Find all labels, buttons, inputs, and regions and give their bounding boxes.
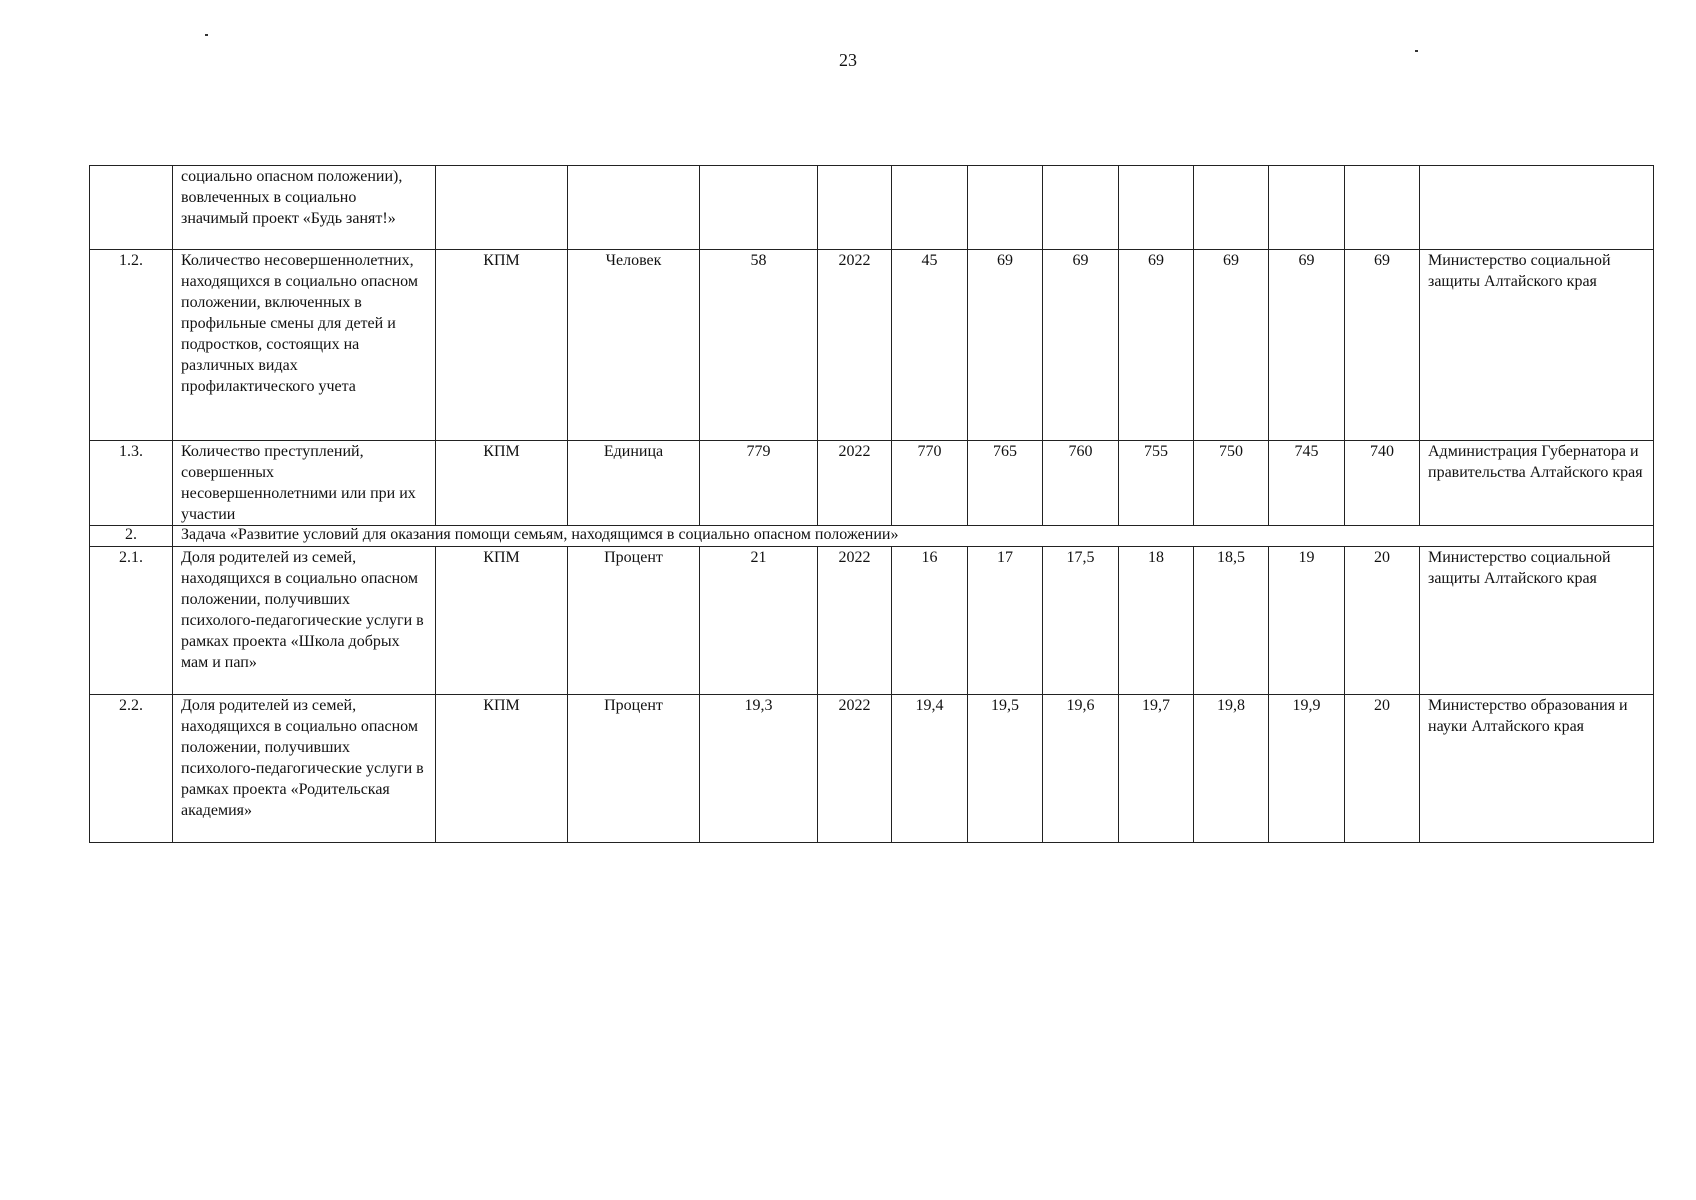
year-value: 755 (1119, 441, 1194, 526)
task-row (90, 526, 1654, 547)
responsible: Министерство социальной защиты Алтайского края (1420, 547, 1654, 695)
table-row (90, 166, 1654, 250)
indicator-type: КПМ (436, 695, 568, 843)
row-number: 1.3. (90, 441, 173, 526)
year-value: 16 (892, 547, 968, 695)
year-value (1194, 166, 1269, 250)
base-year: 2022 (818, 547, 892, 695)
row-number: 2.1. (90, 547, 173, 695)
year-value (1269, 166, 1345, 250)
base-value: 58 (700, 250, 818, 441)
base-value (700, 166, 818, 250)
year-value: 69 (1269, 250, 1345, 441)
year-value: 18 (1119, 547, 1194, 695)
indicator-type: КПМ (436, 547, 568, 695)
base-value: 779 (700, 441, 818, 526)
row-number: 1.2. (90, 250, 173, 441)
unit: Процент (568, 547, 700, 695)
year-value: 17,5 (1043, 547, 1119, 695)
indicator-type: КПМ (436, 441, 568, 526)
indicator-name: социально опасном положении), вовлеченных в социально значимый проект «Будь занят!» (173, 166, 436, 250)
base-year: 2022 (818, 441, 892, 526)
indicator-name: Доля родителей из семей, находящихся в социально опасном положении, получивших психолого-педагогические услуги в рамках проекта «Школа добрых мам и пап» (173, 547, 436, 695)
year-value: 69 (1119, 250, 1194, 441)
year-value: 770 (892, 441, 968, 526)
year-value: 69 (968, 250, 1043, 441)
indicator-name: Количество несовершеннолетних, находящихся в социально опасном положении, включенных в профильные смены для детей и подростков, состоящих на различных видах профилактического учета (173, 250, 436, 441)
year-value: 69 (1043, 250, 1119, 441)
base-year: 2022 (818, 250, 892, 441)
task-number: 2. (90, 526, 173, 547)
base-year (818, 166, 892, 250)
year-value: 69 (1194, 250, 1269, 441)
unit: Процент (568, 695, 700, 843)
year-value (1345, 166, 1420, 250)
year-value (1119, 166, 1194, 250)
year-value: 20 (1345, 547, 1420, 695)
year-value: 19,5 (968, 695, 1043, 843)
table-row (90, 250, 1654, 441)
year-value (968, 166, 1043, 250)
scan-speck (1415, 50, 1418, 52)
year-value: 740 (1345, 441, 1420, 526)
year-value (1043, 166, 1119, 250)
indicator-type: КПМ (436, 250, 568, 441)
year-value (892, 166, 968, 250)
year-value: 19 (1269, 547, 1345, 695)
year-value: 18,5 (1194, 547, 1269, 695)
year-value: 19,6 (1043, 695, 1119, 843)
year-value: 765 (968, 441, 1043, 526)
indicator-type (436, 166, 568, 250)
year-value: 69 (1345, 250, 1420, 441)
year-value: 45 (892, 250, 968, 441)
table-row (90, 695, 1654, 843)
table-row (90, 441, 1654, 526)
row-number (90, 166, 173, 250)
year-value: 750 (1194, 441, 1269, 526)
unit: Человек (568, 250, 700, 441)
year-value: 19,7 (1119, 695, 1194, 843)
page-number: 23 (839, 50, 857, 70)
base-value: 19,3 (700, 695, 818, 843)
year-value: 745 (1269, 441, 1345, 526)
scan-speck (205, 34, 208, 36)
indicator-name: Доля родителей из семей, находящихся в социально опасном положении, получивших психолого-педагогические услуги в рамках проекта «Родительская академия» (173, 695, 436, 843)
year-value: 19,9 (1269, 695, 1345, 843)
base-year: 2022 (818, 695, 892, 843)
year-value: 17 (968, 547, 1043, 695)
year-value: 20 (1345, 695, 1420, 843)
responsible: Министерство образования и науки Алтайского края (1420, 695, 1654, 843)
year-value: 760 (1043, 441, 1119, 526)
row-number: 2.2. (90, 695, 173, 843)
year-value: 19,8 (1194, 695, 1269, 843)
indicator-name: Количество преступлений, совершенных несовершеннолетними или при их участии (173, 441, 436, 526)
responsible (1420, 166, 1654, 250)
year-value: 19,4 (892, 695, 968, 843)
unit: Единица (568, 441, 700, 526)
base-value: 21 (700, 547, 818, 695)
unit (568, 166, 700, 250)
indicators-table (89, 165, 1654, 843)
responsible: Администрация Губернатора и правительства Алтайского края (1420, 441, 1654, 526)
task-title: Задача «Развитие условий для оказания помощи семьям, находящимся в социально опасном положении» (173, 526, 1654, 547)
table-row (90, 547, 1654, 695)
responsible: Министерство социальной защиты Алтайского края (1420, 250, 1654, 441)
